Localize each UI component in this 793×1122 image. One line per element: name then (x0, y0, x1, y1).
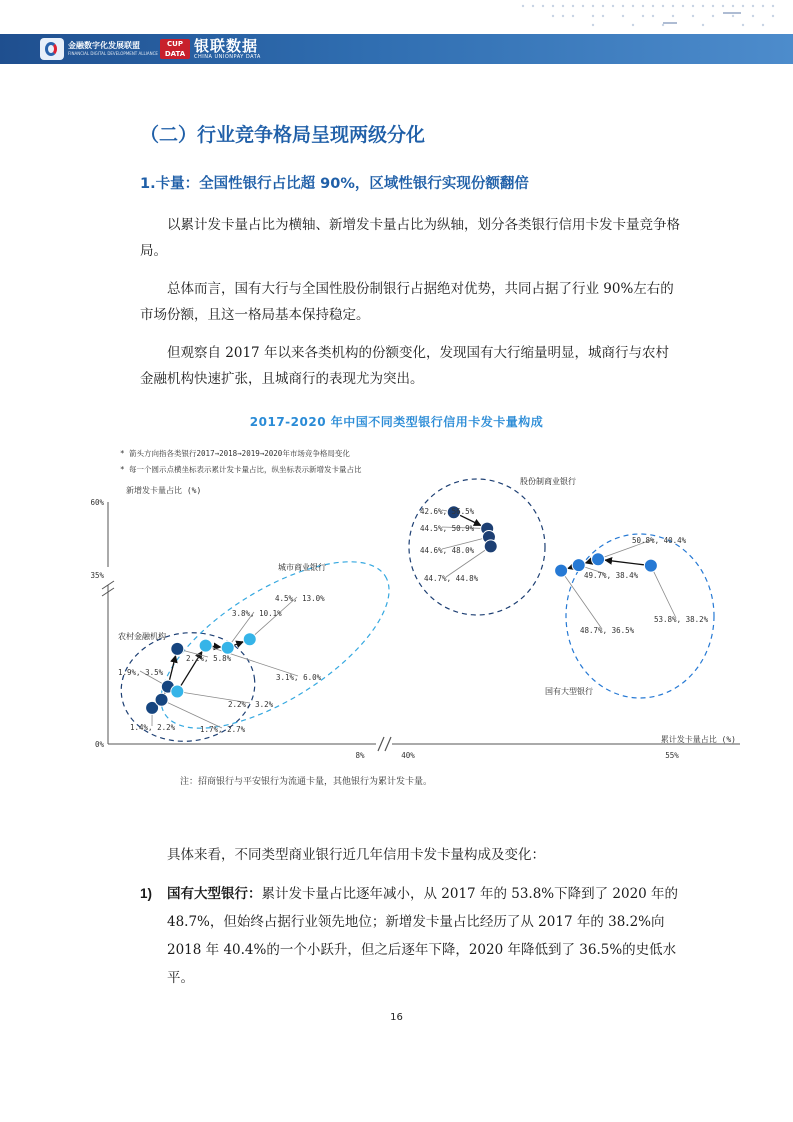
data-label: 1.7%, 2.7% (200, 725, 246, 734)
trend-arrow (213, 646, 221, 647)
data-point (171, 642, 184, 655)
y-tick-label: 60% (90, 498, 104, 507)
fdda-logo-name: 金融数字化发展联盟 (68, 41, 140, 50)
data-point (484, 540, 497, 553)
y-axis-label: 新增发卡量占比 (%) (126, 486, 202, 495)
list-item (140, 880, 685, 992)
data-label: 49.7%, 38.4% (584, 571, 639, 580)
data-label: 44.6%, 48.0% (420, 546, 475, 555)
data-label: 44.7%, 44.8% (424, 574, 479, 583)
list-item-index: 1) (140, 886, 153, 901)
data-point (199, 639, 212, 652)
fdda-logo (40, 38, 158, 60)
data-label: 44.5%, 50.9% (420, 524, 475, 533)
list-item-lead: 国有大型银行： (167, 886, 262, 901)
trend-arrow (170, 656, 176, 680)
series-name-label: 农村金融机构 (118, 632, 166, 641)
page-number: 16 (390, 1012, 403, 1023)
data-point (555, 564, 568, 577)
trend-arrow (605, 560, 644, 565)
paragraph-2: 总体而言，国有大行与全国性股份制银行占据绝对优势，共同占据了行业 90%左右的市场份额，且这一格局基本保持稳定。 (140, 281, 674, 323)
paragraph-1: 以累计发卡量占比为横轴、新增发卡量占比为纵轴，划分各类银行信用卡发卡量竞争格局。 (140, 217, 680, 259)
data-label: 50.8%, 40.4% (632, 536, 687, 545)
trend-arrow (234, 642, 243, 645)
subsection-title: 1.卡量：全国性银行占比超 90%，区域性银行实现份额翻倍 (140, 176, 529, 192)
data-point (171, 685, 184, 698)
trend-arrow (585, 561, 591, 563)
x-tick-label: 55% (665, 751, 679, 760)
data-label: 1.9%, 3.5% (118, 668, 164, 677)
list-item-text: 累计发卡量占比逐年减小，从 2017 年的 53.8%下降到了 2020 年的 48.7%，但始终占据行业领先地位；新增发卡量占比经历了从 2017 年的 38.2%向 2018 年 40.4%的一个小跃升，但之后逐年下降，2020 年降低到了 36.5%的史低水平。 (167, 886, 679, 986)
detail-intro: 具体来看，不同类型商业银行近几年信用卡发卡量构成及变化： (167, 847, 545, 863)
cup-data-logo-name: 银联数据 (194, 36, 259, 55)
cup-data-logo-icon: CUP DATA (160, 39, 190, 59)
data-label: 1.4%, 2.2% (130, 723, 176, 732)
x-axis-break (385, 737, 391, 751)
data-label: 4.5%, 13.0% (275, 594, 325, 603)
data-label: 2.2%, 5.8% (186, 654, 232, 663)
chart-legend-note: * 箭头方向指各类银行2017→2018→2019→2020年市场竞争格局变化 (120, 449, 350, 458)
x-tick-label: 40% (401, 751, 415, 760)
paragraph-3: 但观察自 2017 年以来各类机构的份额变化，发现国有大行缩量明显，城商行与农村金融机构快速扩张，且城商行的表现尤为突出。 (140, 345, 669, 387)
data-point (221, 641, 234, 654)
chart-legend-note: * 每一个圆示点横坐标表示累计发卡量占比，纵坐标表示新增发卡量占比 (120, 465, 362, 474)
chart-footnote: 注：招商银行与平安银行为流通卡量，其他银行为累计发卡量。 (180, 777, 433, 787)
y-tick-label: 0% (94, 740, 104, 749)
series-name-label: 城市商业银行 (278, 563, 326, 572)
data-label: 3.1%, 6.0% (276, 673, 322, 682)
cup-data-logo (160, 38, 261, 60)
series-name-label: 国有大型银行 (545, 687, 593, 696)
y-tick-label: 35% (90, 571, 104, 580)
header-dot-pattern (393, 0, 793, 30)
data-label: 42.6%, 56.5% (420, 507, 475, 516)
fdda-logo-icon (40, 38, 64, 60)
data-point (644, 559, 657, 572)
bank-card-scatter-chart (0, 430, 793, 770)
chart-title: 2017-2020 年中国不同类型银行信用卡发卡量构成 (249, 415, 544, 429)
fdda-logo-sub: FINANCIAL DIGITAL DEVELOPMENT ALLIANCE (68, 51, 158, 56)
section-title: （二）行业竞争格局呈现两级分化 (140, 124, 426, 146)
data-label: 53.8%, 38.2% (654, 615, 709, 624)
series-name-label: 股份制商业银行 (520, 477, 576, 486)
trend-arrow (568, 567, 572, 568)
data-point (592, 553, 605, 566)
label-leader-line (651, 566, 676, 618)
data-point (243, 633, 256, 646)
x-tick-label: 8% (355, 751, 365, 760)
data-label: 2.2%, 3.2% (228, 700, 274, 709)
data-label: 3.8%, 10.1% (232, 609, 282, 618)
label-leader-line (250, 597, 297, 639)
cup-data-logo-sub: CHINA UNIONPAY DATA (194, 53, 261, 60)
list-item-body (167, 880, 685, 992)
data-point (155, 693, 168, 706)
x-axis-label: 累计发卡量占比 (%) (660, 735, 736, 744)
data-label: 48.7%, 36.5% (580, 626, 635, 635)
data-point (572, 559, 585, 572)
x-axis-break (378, 737, 384, 751)
